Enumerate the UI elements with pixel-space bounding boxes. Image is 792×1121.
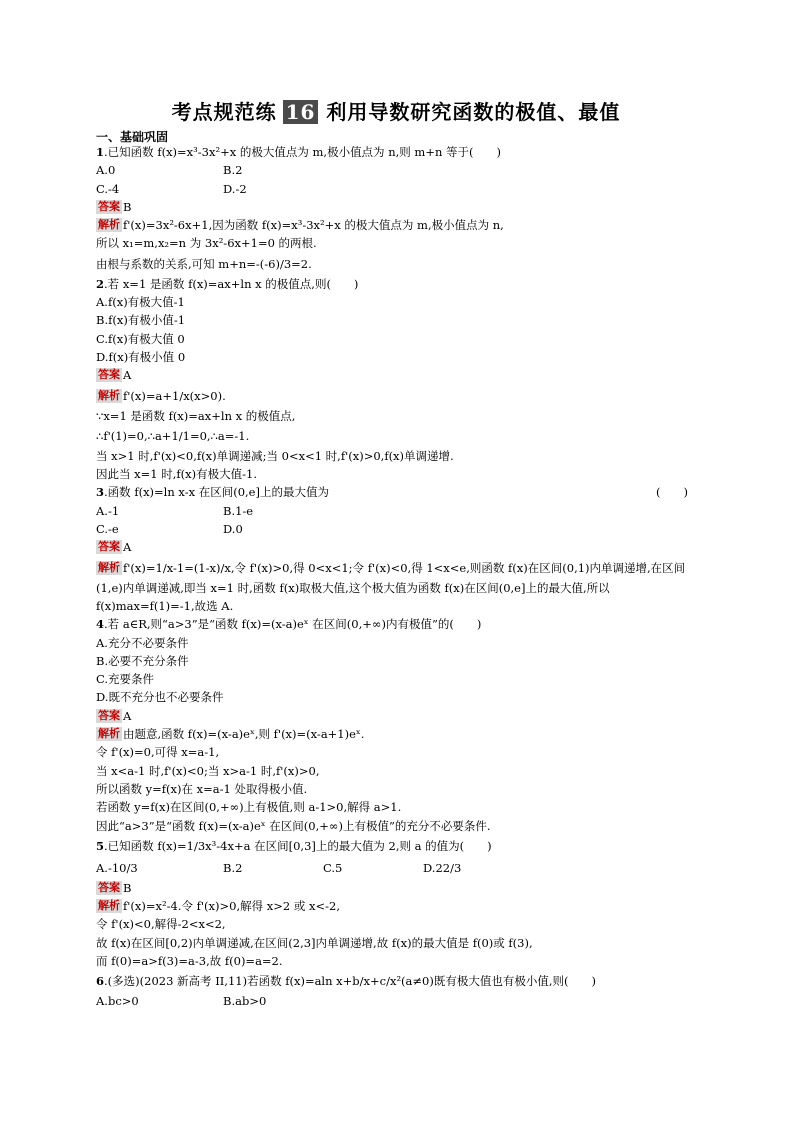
question-5-analysis-line: 解析 f'(x)=x²-4.令 f'(x)>0,解得 x>2 或 x<-2, [98, 899, 340, 914]
title-topic: 利用导数研究函数的极值、最值 [326, 100, 621, 124]
question-2-analysis-line: ∴f'(1)=0,∴a+1/1=0,∴a=-1. [96, 428, 250, 443]
question-3-stem: 3.函数 f(x)=ln x-x 在区间(0,e]上的最大值为 ( ) [96, 485, 688, 500]
question-5-answer: 答案 B [98, 880, 132, 895]
analysis-tag: 解析 [98, 218, 120, 232]
question-6-stem: 6.(多选)(2023 新高考 II,11)若函数 f(x)=aln x+b/x+c/x²(a≠0)既有极大值也有极小值,则( ) [96, 974, 596, 989]
question-5-stem: 5.已知函数 f(x)=1/3x³-4x+a 在区间[0,3]上的最大值为 2,则 a 的值为( ) [96, 838, 492, 853]
section-heading: 一、基础巩固 [96, 130, 169, 144]
question-3-analysis-line: f(x)max=f(1)=-1,故选 A. [96, 598, 234, 613]
question-4-option: A.充分不必要条件 [96, 635, 189, 650]
answer-tag: 答案 [98, 540, 120, 554]
answer-tag: 答案 [98, 880, 120, 894]
title-number-badge: 16 [283, 100, 319, 124]
question-3-options-row2: C.-e D.0 [96, 522, 243, 537]
question-4-answer: 答案 A [98, 708, 132, 723]
question-3-answer: 答案 A [98, 540, 132, 555]
question-4-option: C.充要条件 [96, 672, 155, 687]
question-4-analysis-line: 若函数 y=f(x)在区间(0,+∞)上有极值,则 a-1>0,解得 a>1. [96, 800, 402, 815]
exercise-content [96, 143, 696, 1011]
question-5-analysis-line: 令 f'(x)<0,解得-2<x<2, [96, 917, 226, 932]
question-3-analysis-line: (1,e)内单调递减,即当 x=1 时,函数 f(x)取极大值,这个极大值为函数 f(x)在区间(0,e]上的最大值,所以 [96, 580, 610, 595]
question-4-analysis-line: 令 f'(x)=0,可得 x=a-1, [96, 745, 220, 760]
question-4-analysis-line: 解析 由题意,函数 f(x)=(x-a)eˣ,则 f'(x)=(x-a+1)eˣ. [98, 727, 365, 742]
question-2-analysis-line: 解析 f'(x)=a+1/x(x>0). [98, 388, 226, 403]
page-title [0, 96, 792, 125]
question-2-option: B.f(x)有极小值-1 [96, 313, 186, 328]
question-1-analysis-line: 由根与系数的关系,可知 m+n=-(-6)/3=2. [96, 256, 312, 271]
question-3-options-row1: A.-1 B.1-e [96, 503, 254, 518]
question-4-option: D.既不充分也不必要条件 [96, 690, 224, 705]
question-5-analysis-line: 而 f(0)=a>f(3)=a-3,故 f(0)=a=2. [96, 953, 283, 968]
question-2-stem: 2.若 x=1 是函数 f(x)=ax+ln x 的极值点,则( ) [96, 276, 359, 291]
question-2-analysis-line: 当 x>1 时,f'(x)<0,f(x)单调递减;当 0<x<1 时,f'(x)>0,f(x)单调递增. [96, 448, 454, 463]
question-5-options: A.-10/3 B.2 C.5 D.22/3 [96, 860, 462, 875]
analysis-tag: 解析 [98, 727, 120, 741]
title-prefix: 考点规范练 [171, 100, 277, 124]
question-1-stem: 1.已知函数 f(x)=x³-3x²+x 的极大值点为 m,极小值点为 n,则 m+n 等于( ) [96, 145, 502, 159]
question-2-analysis-line: 因此当 x=1 时,f(x)有极大值-1. [96, 467, 257, 482]
answer-tag: 答案 [98, 708, 120, 722]
question-3-analysis-line: 解析 f'(x)=1/x-1=(1-x)/x,令 f'(x)>0,得 0<x<1;令 f'(x)<0,得 1<x<e,则函数 f(x)在区间(0,1)内单调递增,在区间 [98, 560, 686, 575]
answer-tag: 答案 [98, 368, 120, 382]
question-1-analysis-line: 解析 f'(x)=3x²-6x+1,因为函数 f(x)=x³-3x²+x 的极大值点为 m,极小值点为 n, [98, 218, 504, 233]
analysis-tag: 解析 [98, 388, 120, 402]
question-6-options: A.bc>0 B.ab>0 [96, 994, 267, 1009]
analysis-tag: 解析 [98, 560, 120, 574]
question-1-answer: 答案 B [98, 199, 132, 214]
question-2-answer: 答案 A [98, 368, 132, 383]
question-4-option: B.必要不充分条件 [96, 653, 189, 668]
question-1-options-row2: C.-4 D.-2 [96, 181, 247, 196]
answer-tag: 答案 [98, 199, 120, 213]
question-2-option: C.f(x)有极大值 0 [96, 331, 185, 346]
question-4-analysis-line: 当 x<a-1 时,f'(x)<0;当 x>a-1 时,f'(x)>0, [96, 763, 320, 778]
question-2-option: D.f(x)有极小值 0 [96, 349, 186, 364]
question-1-analysis-line: 所以 x₁=m,x₂=n 为 3x²-6x+1=0 的两根. [96, 236, 317, 251]
analysis-tag: 解析 [98, 899, 120, 913]
question-5-analysis-line: 故 f(x)在区间[0,2)内单调递减,在区间(2,3]内单调递增,故 f(x)的最大值是 f(0)或 f(3), [96, 935, 533, 950]
question-4-analysis-line: 因此“a>3”是“函数 f(x)=(x-a)eˣ 在区间(0,+∞)上有极值”的充分不必要条件. [96, 818, 491, 833]
question-2-analysis-line: ∵x=1 是函数 f(x)=ax+ln x 的极值点, [96, 408, 296, 423]
question-1-options-row1: A.0 B.2 [96, 163, 243, 178]
question-4-analysis-line: 所以函数 y=f(x)在 x=a-1 处取得极小值. [96, 781, 308, 796]
question-4-stem: 4.若 a∈R,则“a>3”是“函数 f(x)=(x-a)eˣ 在区间(0,+∞)内有极值”的( ) [96, 617, 482, 632]
question-2-option: A.f(x)有极大值-1 [96, 295, 185, 310]
